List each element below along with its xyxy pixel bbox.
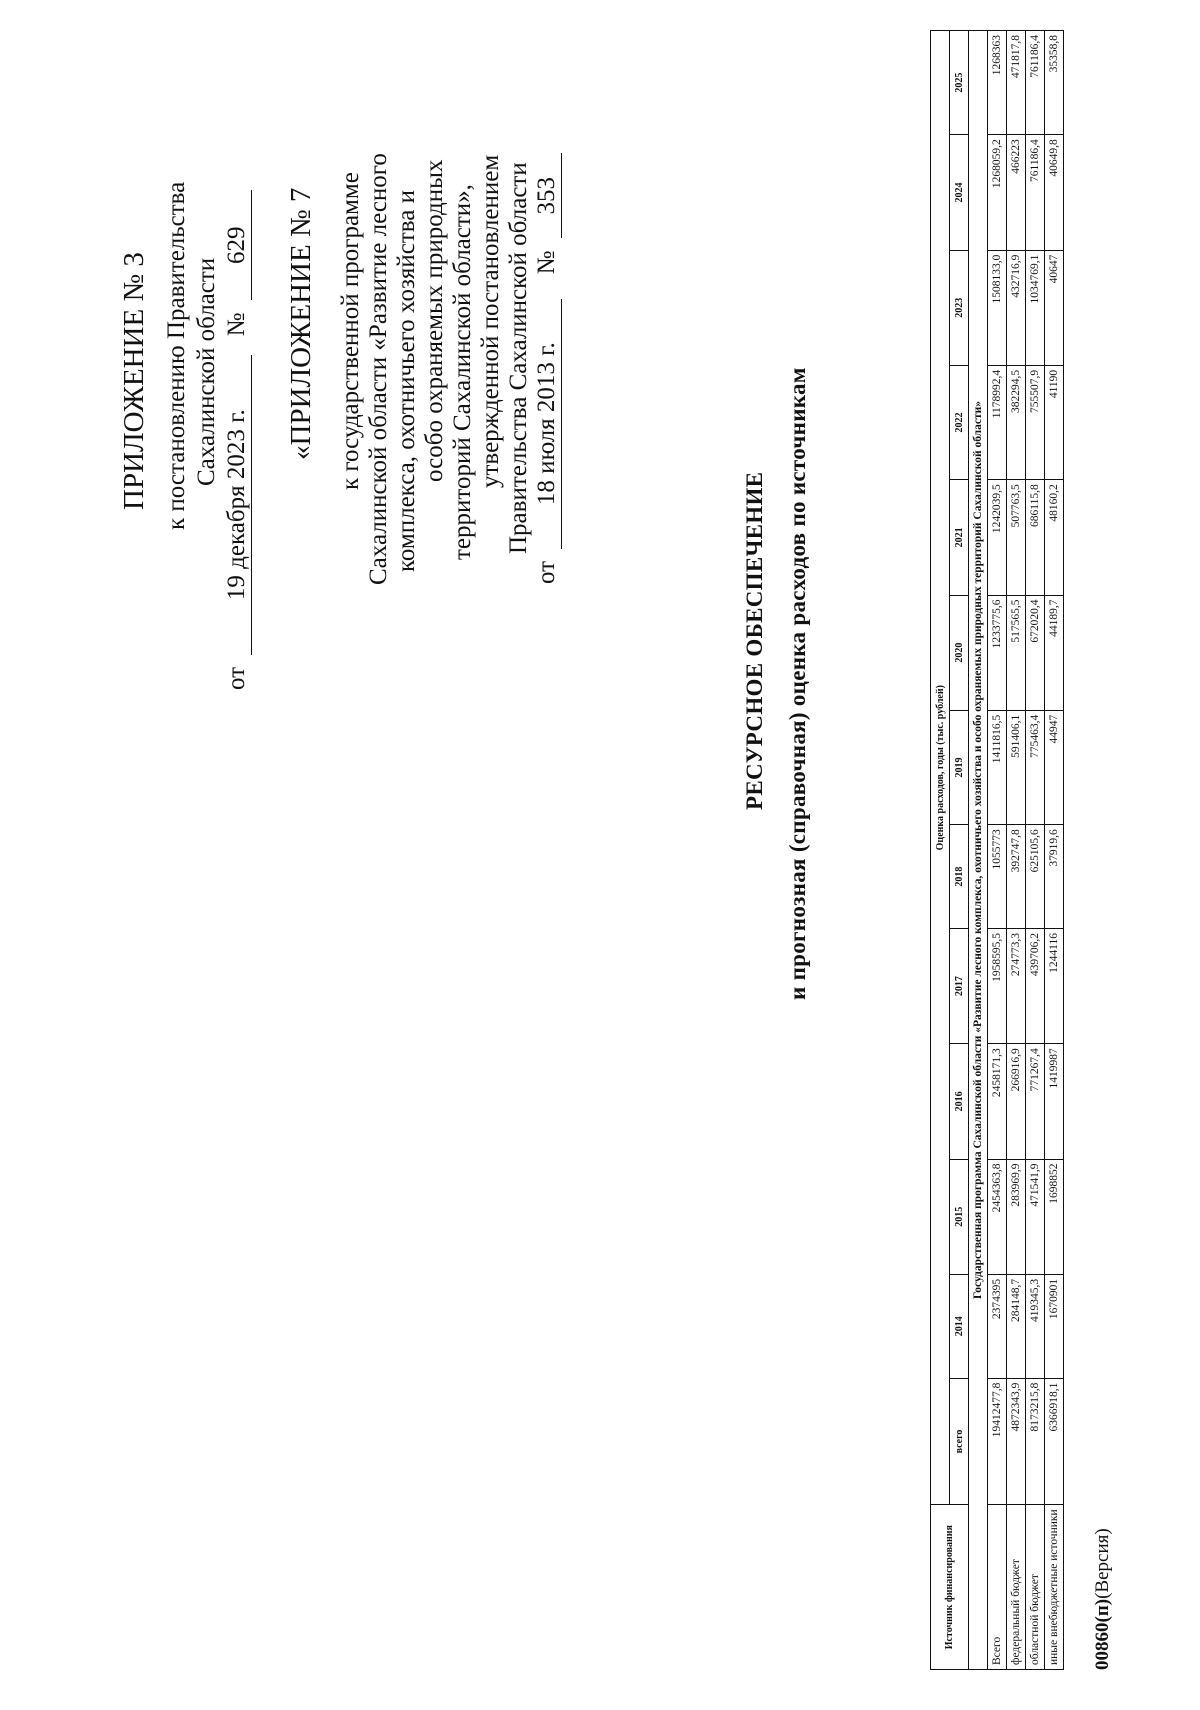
table-row (1007, 31, 1026, 1670)
cell: 1508133,0 (988, 250, 1007, 365)
column-header: 2016 (950, 1044, 969, 1159)
row-label: федеральный бюджет (1007, 1505, 1026, 1670)
appendix-7-line: Сахалинской области «Развитие лесного (365, 153, 392, 585)
cell: 471541,9 (1026, 1159, 1045, 1274)
cell: 439706,2 (1026, 929, 1045, 1044)
appendix-3-line1: к постановлению Правительства (163, 181, 190, 530)
column-header: 2019 (950, 710, 969, 824)
cell: 1178992,4 (988, 365, 1007, 479)
cell: 1958595,5 (988, 929, 1007, 1044)
cell: 40649,8 (1045, 135, 1064, 250)
appendix-7-line: утвержденной постановлением (477, 154, 504, 488)
row-label: областной бюджет (1026, 1505, 1045, 1670)
appendix-7-line: особо охраняемых природных (421, 159, 448, 482)
document-code-bold: 00860(п) (1092, 1598, 1113, 1670)
column-header: 2015 (950, 1159, 969, 1274)
cell: 432716,9 (1007, 250, 1026, 365)
cell: 44189,7 (1045, 595, 1064, 710)
source-header: Источник финансирования (931, 1505, 969, 1670)
cell: 1698852 (1045, 1159, 1064, 1274)
cell: 382294,5 (1007, 365, 1026, 479)
cell: 466223 (1007, 135, 1026, 250)
cell: 755507,9 (1026, 365, 1045, 479)
cell: 44947 (1045, 710, 1064, 824)
appendix-7-from-label: от (533, 560, 560, 584)
cell: 8173215,8 (1026, 1378, 1045, 1505)
table-row (1045, 31, 1064, 1670)
cell: 1244116 (1045, 929, 1064, 1044)
cell: 266916,9 (1007, 1044, 1026, 1159)
cell: 284148,7 (1007, 1274, 1026, 1378)
appendix-7-no-label: № (533, 250, 560, 275)
document-subtitle: и прогнозная (справочная) оценка расходов по источникам (785, 367, 810, 1000)
cell: 35358,8 (1045, 31, 1064, 135)
column-header: 2021 (950, 480, 969, 595)
cell: 471817,8 (1007, 31, 1026, 135)
cell: 761186,4 (1026, 135, 1045, 250)
document-code (1092, 1528, 1114, 1670)
appendix-3-date: 19 декабря 2023 г. (223, 355, 252, 655)
row-label: иные внебюджетные источники (1045, 1505, 1064, 1670)
column-header: 2020 (950, 595, 969, 710)
cell: 1268363 (988, 31, 1007, 135)
appendix-3-number: 629 (223, 190, 252, 300)
cell: 672020,4 (1026, 595, 1045, 710)
appendix-3-no-label: № (223, 312, 250, 337)
cell: 1419987 (1045, 1044, 1064, 1159)
estimate-group-header: Оценка расходов, годы (тыс. рублей) (931, 31, 950, 1505)
cell: 2458171,3 (988, 1044, 1007, 1159)
cell: 1411816,5 (988, 710, 1007, 824)
appendix-7-line: территорий Сахалинской области», (449, 184, 476, 560)
cell: 2374395 (988, 1274, 1007, 1378)
appendix-7-date: 18 июля 2013 г. (533, 299, 562, 549)
cell: 1055773 (988, 825, 1007, 929)
column-header: 2018 (950, 825, 969, 929)
column-header: 2022 (950, 365, 969, 479)
program-title-row (969, 31, 988, 1670)
cell: 1034769,1 (1026, 250, 1045, 365)
appendix-7-line: Правительства Сахалинской области (505, 162, 532, 554)
cell: 4872343,9 (1007, 1378, 1026, 1505)
cell: 2454363,8 (988, 1159, 1007, 1274)
cell: 37919,6 (1045, 825, 1064, 929)
cell: 283969,9 (1007, 1159, 1026, 1274)
appendix-7-line: комплекса, охотничьего хозяйства и (393, 190, 420, 572)
program-title: Государственная программа Сахалинской области «Развитие лесного комплекса, охотничьего хозяйства и особо охраняемых природных территорий Сахалинской области» (969, 31, 988, 1670)
appendix-3-date-line (223, 190, 252, 690)
cell: 19412477,8 (988, 1378, 1007, 1505)
cell: 6366918,1 (1045, 1378, 1064, 1505)
column-header: 2017 (950, 929, 969, 1044)
cell: 686115,8 (1026, 480, 1045, 595)
row-label: Всего (988, 1505, 1007, 1670)
column-header: 2023 (950, 250, 969, 365)
column-header: 2024 (950, 135, 969, 250)
cell: 48160,2 (1045, 480, 1064, 595)
cell: 761186,4 (1026, 31, 1045, 135)
table-row (988, 31, 1007, 1670)
column-header: 2025 (950, 31, 969, 135)
cell: 1268059,2 (988, 135, 1007, 250)
column-header: всего (950, 1378, 969, 1505)
cell: 274773,3 (1007, 929, 1026, 1044)
appendix-3-from-label: от (223, 666, 250, 690)
document-title: РЕСУРСНОЕ ОБЕСПЕЧЕНИЕ (742, 471, 767, 810)
cell: 1670901 (1045, 1274, 1064, 1378)
cell: 775463,4 (1026, 710, 1045, 824)
appendix-3-line2: Сахалинской области (193, 257, 220, 486)
appendix-7-line: к государственной программе (337, 172, 364, 490)
cell: 419345,3 (1026, 1274, 1045, 1378)
column-header: 2014 (950, 1274, 969, 1378)
cell: 507763,5 (1007, 480, 1026, 595)
cell: 1233775,6 (988, 595, 1007, 710)
cell: 41190 (1045, 365, 1064, 479)
appendix-3-title: ПРИЛОЖЕНИЕ № 3 (118, 252, 150, 510)
cell: 625105,6 (1026, 825, 1045, 929)
cell: 40647 (1045, 250, 1064, 365)
cell: 1242039,5 (988, 480, 1007, 595)
cell: 771267,4 (1026, 1044, 1045, 1159)
cell: 392747,8 (1007, 825, 1026, 929)
appendix-7-number: 353 (533, 153, 562, 238)
cell: 517565,5 (1007, 595, 1026, 710)
document-code-version: (Версия) (1092, 1528, 1113, 1599)
appendix-7-title: «ПРИЛОЖЕНИЕ № 7 (285, 187, 317, 460)
table-row (1026, 31, 1045, 1670)
financing-table (930, 30, 1064, 1670)
appendix-7-date-line (533, 153, 562, 584)
cell: 591406,1 (1007, 710, 1026, 824)
